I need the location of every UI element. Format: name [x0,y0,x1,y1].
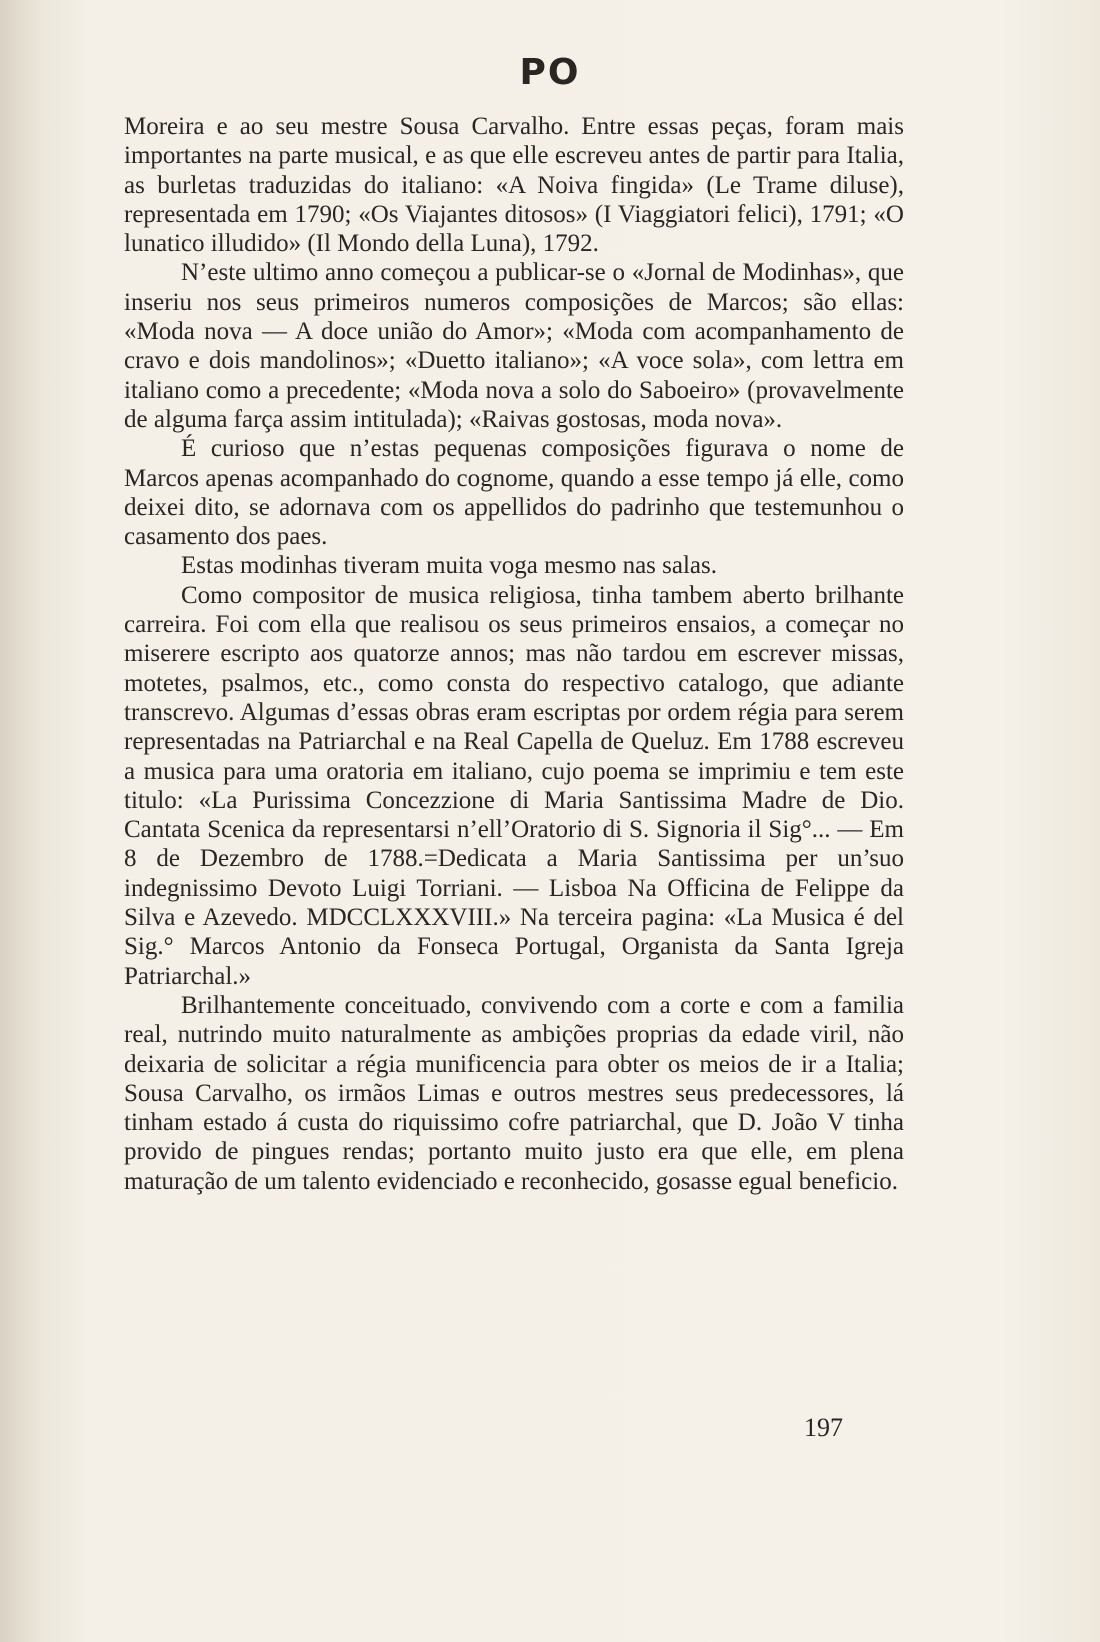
paragraph: Brilhantemente conceituado, convivendo com a corte e com a familia real, nutrindo muito naturalmente as ambições proprias da edade viril, não deixaria de solicitar a régia munificencia para obter os meios de ir a Italia; Sousa Carvalho, os irmãos Limas e outros mestres seus predecessores, lá tinham estado á custa do riquissimo cofre patriarchal, que D. João V tinha provido de pingues rendas; portanto muito justo era que elle, em plena maturação de um talento evidenciado e reconhecido, gosasse egual beneficio. [124,991,904,1195]
paragraph: N’este ultimo anno começou a publicar-se o «Jornal de Modinhas», que inseriu nos seus primeiros numeros composições de Marcos; são ellas: «Moda nova — A doce união do Amor»; «Moda com acompanhamento de cravo e dois mandolinos»; «Duetto italiano»; «A voce sola», com lettra em italiano como a precedente; «Moda nova a solo do Saboeiro» (provavelmente de alguma farça assim intitulada); «Raivas gostosas, moda nova». [124,259,904,433]
paragraph: É curioso que n’estas pequenas composições figurava o nome de Marcos apenas acompanhado do cognome, quando a esse tempo já elle, como deixei dito, se adornava com os appellidos do padrinho que testemunhou o casamento dos paes. [124,435,904,551]
paragraph: Como compositor de musica religiosa, tinha tambem aberto brilhante carreira. Foi com ella que realisou os seus primeiros ensaios, a começar no miserere escripto aos quatorze annos; mas não tardou em escrever missas, motetes, psalmos, etc., como consta do respectivo catalogo, que adiante transcrevo. Algumas d’essas obras eram escriptas por ordem régia para serem representadas na Patriarchal e na Real Capella de Queluz. Em 1788 escreveu a musica para uma oratoria em italiano, cujo poema se imprimiu e tem este titulo: «La Purissima Concezzione di Maria Santissima Madre de Dio. Cantata Scenica da representarsi n’ell’Oratorio di S. Signoria il Sig°... — Em 8 de Dezembro de 1788.=Dedicata a Maria Santissima per un’suo indegnissimo Devoto Luigi Torriani. — Lisboa Na Officina de Felippe da Silva e Azevedo. MDCCLXXXVIII.» Na terceira pagina: «La Musica é del Sig.° Marcos Antonio da Fonseca Portugal, Organista da Santa Igreja Patriarchal.» [124,581,904,990]
page-number: 197 [804,1413,843,1442]
running-header: PO [519,52,581,93]
paragraph: Moreira e ao seu mestre Sousa Carvalho. Entre essas peças, foram mais importantes na parte musical, e as que elle escreveu antes de partir para Italia, as burletas traduzidas do italiano: «A Noiva fingida» (Le Trame diluse), representada em 1790; «Os Viajantes ditosos» (I Viaggiatori felici), 1791; «O lunatico illudido» (Il Mondo della Luna), 1792. [124,113,904,258]
paragraph: Estas modinhas tiveram muita voga mesmo nas salas. [181,552,718,580]
body-text [124,112,904,1196]
